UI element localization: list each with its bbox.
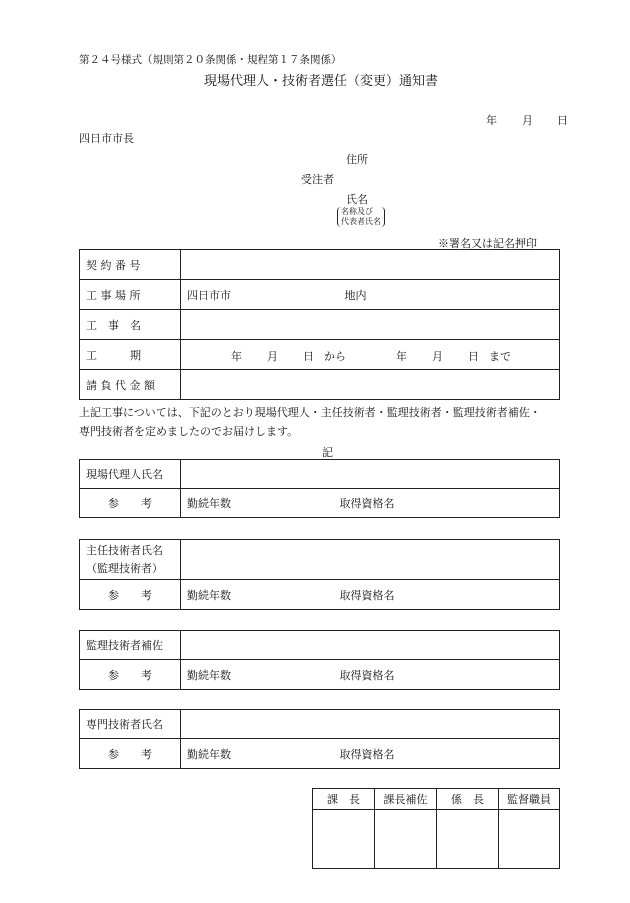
- qualification-label: 取得資格名: [339, 588, 395, 602]
- form-number: 第２４号様式（規則第２０条関係・規程第１７条関係）: [79, 54, 342, 66]
- work-location-field[interactable]: [181, 280, 560, 310]
- chief-engineer-table: [79, 539, 560, 610]
- contract-number-field[interactable]: [181, 250, 560, 280]
- site-agent-ref-label: 参 考: [80, 489, 181, 518]
- document-title: 現場代理人・技術者選任（変更）通知書: [204, 74, 439, 89]
- specialist-engineer-ref-field[interactable]: [181, 739, 560, 769]
- date-year-label: 年: [486, 114, 497, 127]
- table-row: [80, 631, 560, 660]
- qualification-label: 取得資格名: [339, 668, 395, 682]
- years-label: 勤続年数: [187, 588, 231, 602]
- table-row: [313, 810, 560, 869]
- specialist-engineer-name-field[interactable]: [181, 710, 560, 739]
- approval-stamp-cell[interactable]: [499, 810, 560, 869]
- address-label: 住所: [346, 153, 368, 166]
- table-row: [80, 340, 560, 370]
- date-day-label: 日: [557, 114, 568, 127]
- approval-stamp-cell[interactable]: [437, 810, 499, 869]
- contract-amount-label: 請 負 代 金 額: [80, 370, 181, 400]
- period-from-month: 月: [267, 350, 278, 363]
- table-row: [80, 370, 560, 400]
- approval-stamp-cell[interactable]: [313, 810, 375, 869]
- specialist-engineer-table: [79, 709, 560, 769]
- supervisor-assistant-name-field[interactable]: [181, 631, 560, 660]
- work-period-field[interactable]: [181, 340, 560, 370]
- supervisor-assistant-ref-field[interactable]: [181, 660, 560, 690]
- site-agent-table: [79, 459, 560, 518]
- table-row: [80, 580, 560, 610]
- table-row: [80, 489, 560, 518]
- site-agent-name-label: 現場代理人氏名: [80, 460, 181, 489]
- period-from-day: 日: [303, 350, 314, 363]
- chief-engineer-name-line2: （監理技術者）: [86, 561, 163, 575]
- period-to: まで: [489, 350, 511, 363]
- specialist-engineer-ref-label: 参 考: [80, 739, 181, 769]
- approval-header-supervisor: 監督職員: [499, 789, 560, 810]
- table-row: [80, 250, 560, 280]
- period-to-year: 年: [396, 350, 407, 363]
- work-name-label: 工 事 名: [80, 310, 181, 340]
- work-name-field[interactable]: [181, 310, 560, 340]
- table-row: [80, 540, 560, 580]
- seal-note: ※署名又は記名押印: [438, 237, 537, 250]
- approval-header-section-chief: 課 長: [313, 789, 375, 810]
- supervisor-assistant-ref-label: 参 考: [80, 660, 181, 690]
- name-note-bracket: [337, 207, 385, 227]
- table-row: [80, 739, 560, 769]
- notice-text-line2: 専門技術者を定めましたのでお届けします。: [79, 425, 299, 438]
- approval-stamp-cell[interactable]: [375, 810, 437, 869]
- chief-engineer-ref-label: 参 考: [80, 580, 181, 610]
- date-month-label: 月: [522, 114, 533, 127]
- notice-text-line1: 上記工事については、下記のとおり現場代理人・主任技術者・監理技術者・監理技術者補佐・: [79, 406, 541, 419]
- approval-table: [312, 788, 560, 869]
- contract-table: [79, 249, 560, 400]
- contract-number-label: 契 約 番 号: [80, 250, 181, 280]
- years-label: 勤続年数: [187, 747, 231, 761]
- supervisor-assistant-name-label: 監理技術者補佐: [80, 631, 181, 660]
- work-location-label: 工 事 場 所: [80, 280, 181, 310]
- chief-engineer-name-field[interactable]: [181, 540, 560, 580]
- period-to-month: 月: [432, 350, 443, 363]
- approval-header-subsection-chief: 係 長: [437, 789, 499, 810]
- chief-engineer-name-line1: 主任技術者氏名: [86, 543, 163, 557]
- addressee: 四日市市長: [79, 132, 134, 145]
- years-label: 勤続年数: [187, 497, 231, 510]
- table-row: [80, 460, 560, 489]
- contractor-role-label: 受注者: [301, 173, 334, 186]
- name-note-line2: 代表者氏名: [341, 217, 381, 226]
- specialist-engineer-name-label: 専門技術者氏名: [80, 710, 181, 739]
- site-agent-name-field[interactable]: [181, 460, 560, 489]
- table-row: [80, 710, 560, 739]
- ki-label: 記: [322, 446, 333, 459]
- approval-header-deputy-chief: 課長補佐: [375, 789, 437, 810]
- qualification-label: 取得資格名: [339, 497, 395, 510]
- period-to-day: 日: [468, 350, 479, 363]
- table-row: [313, 789, 560, 810]
- name-label: 氏名: [346, 193, 368, 206]
- years-label: 勤続年数: [187, 668, 231, 682]
- work-location-suffix: 地内: [344, 288, 367, 302]
- name-note-line1: 名称及び: [341, 207, 373, 216]
- chief-engineer-name-label: [80, 540, 181, 580]
- table-row: [80, 660, 560, 690]
- table-row: [80, 280, 560, 310]
- period-from-year: 年: [231, 350, 242, 363]
- qualification-label: 取得資格名: [339, 747, 395, 761]
- work-location-city: 四日市市: [187, 288, 231, 302]
- contract-amount-field[interactable]: [181, 370, 560, 400]
- table-row: [80, 310, 560, 340]
- period-from: から: [324, 350, 346, 363]
- site-agent-ref-field[interactable]: [181, 489, 560, 518]
- supervisor-assistant-table: [79, 630, 560, 690]
- work-period-label: 工 期: [80, 340, 181, 370]
- chief-engineer-ref-field[interactable]: [181, 580, 560, 610]
